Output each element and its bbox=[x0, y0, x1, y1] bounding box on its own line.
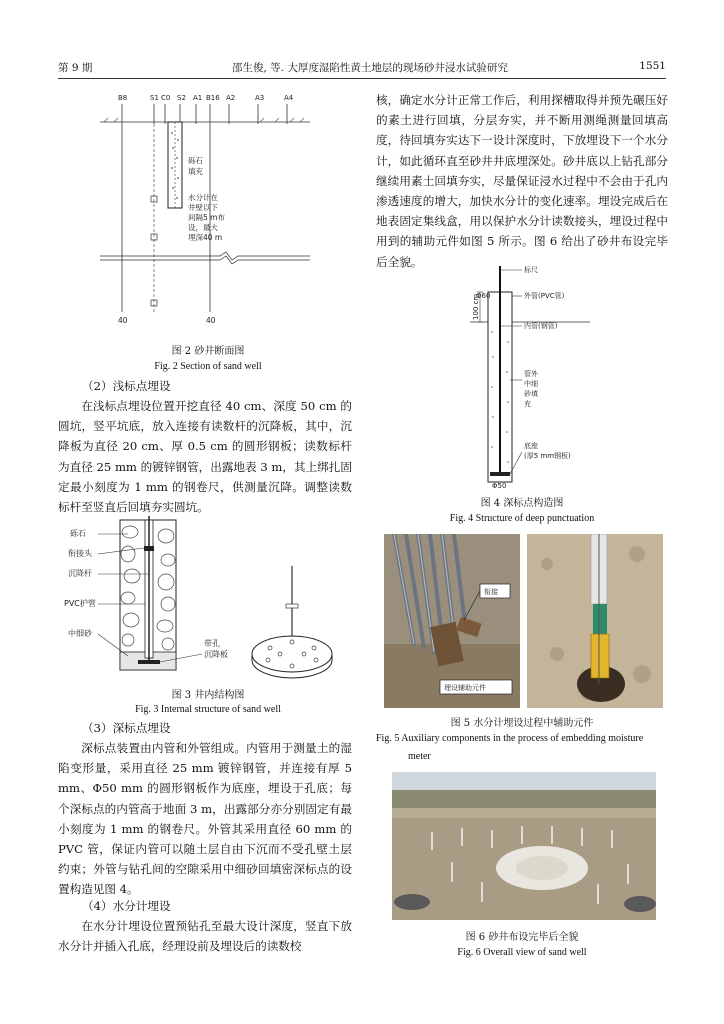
fig4-phi60-label: Φ60 bbox=[476, 292, 491, 300]
section-3-body bbox=[58, 738, 352, 900]
fig4-caption-zh: 图 4 深标点构造图 bbox=[480, 498, 564, 509]
fig2-label-s1: S1 bbox=[150, 94, 159, 102]
fig2-caption-en: Fig. 2 Section of sand well bbox=[154, 361, 262, 372]
fig3-plate-label-2: 沉降板 bbox=[204, 650, 228, 659]
fig2-meter-label-4: 设，最大 bbox=[188, 223, 218, 232]
fig6-caption-en: Fig. 6 Overall view of sand well bbox=[457, 947, 587, 958]
section-2-body bbox=[58, 396, 352, 517]
fig4-sand-label-2: 中细 bbox=[524, 380, 538, 388]
fig2-depth-right: 40 bbox=[206, 316, 216, 325]
fig4-sand-label-1: 管外 bbox=[524, 370, 538, 378]
fig4-outer-label: 外管(PVC管) bbox=[524, 292, 565, 300]
fig2-meter-label-2: 井壁以下 bbox=[188, 203, 218, 212]
fig5-caption-zh: 图 5 水分计埋设过程中辅助元件 bbox=[450, 718, 594, 729]
figure-2-section-diagram bbox=[100, 88, 310, 328]
figure-3-internal-structure bbox=[64, 516, 354, 682]
right-column-paragraph: 核，确定水分计正常工作后，利用探槽取得并预先碾压好的素土进行回填，分层夯实，并不断用测绳测量回填高度，待回填夯实达下一设计深度时，下放埋设下一个水分计，如此循环直至砂井井底埋深处。砂井底以上钻孔部分继续用素土回填夯实，尽量保证浸水过程中不会由于孔内渗透速度的增大，加快水分计的变化速率。埋设完成后在地表固定集线盒，用以保护水分计读数接头，埋设过程中用到的辅助元件如图 5 所示。图 6 给出了砂井布设完毕后全貌。 bbox=[376, 93, 668, 269]
fig3-caption-en: Fig. 3 Internal structure of sand well bbox=[135, 704, 281, 715]
section-4-heading: （4）水分计埋设 bbox=[82, 899, 171, 913]
fig5-label-aux: 埋设辅助元件 bbox=[444, 684, 486, 692]
fig4-dim-label: 100 cm bbox=[472, 293, 480, 320]
fig6-caption-zh: 图 6 砂井布设完毕后全貌 bbox=[465, 932, 579, 943]
fig5-caption-en-line1: Fig. 5 Auxiliary components in the process of embedding moisture bbox=[376, 733, 644, 744]
page-number: 1551 bbox=[639, 60, 666, 72]
fig3-rod-label: 沉降杆 bbox=[68, 569, 92, 578]
header-rule bbox=[58, 78, 666, 79]
fig2-gravel-label-2: 填充 bbox=[188, 167, 203, 176]
fig2-label-a4: A4 bbox=[284, 94, 294, 102]
issue-label: 第 9 期 bbox=[58, 62, 93, 74]
fig2-caption-zh: 图 2 砂井断面图 bbox=[171, 346, 245, 357]
section-2-heading: （2）浅标点埋设 bbox=[82, 379, 171, 393]
fig4-caption-en: Fig. 4 Structure of deep punctuation bbox=[449, 513, 595, 524]
fig2-gravel-label-1: 砾石 bbox=[188, 156, 203, 165]
fig3-caption-zh: 图 3 井内结构图 bbox=[171, 690, 245, 701]
fig4-base-label-2: (厚5 mm钢板) bbox=[524, 452, 571, 460]
section-3-paragraph: 深标点装置由内管和外管组成。内管用于测量土的湿陷变形量，采用直径 25 mm 镀锌钢管，并连接有厚 5 mm、Φ50 mm 的圆形钢板作为底座，埋设于孔底；每个深标点的内管高于地面 3 m，出露部分亦分别固定有最小刻度为 1 mm 的钢卷尺。外管其采用直径 60 mm 的 PVC 管，保证内管可以随土层自由下沉而不受孔壁土层约束；外管与钻孔间的空隙采用中细砂回填密深标点的设置构造见图 4。 bbox=[58, 741, 352, 897]
figure-6-photo bbox=[392, 772, 656, 920]
fig3-plate-label-1: 带孔 bbox=[204, 639, 220, 648]
fig2-label-c0: C0 bbox=[161, 94, 171, 102]
section-2-paragraph: 在浅标点埋设位置开挖直径 40 cm、深度 50 cm 的圆坑，竖平坑底，放入连接有读数杆的沉降板，其中，沉降板为直径 20 cm、厚 0.5 cm 的圆形钢板；读数标杆为直径 25 mm 的镀锌钢管，出露地表 3 m，其上绑扎固定最小刻度为 1 mm 的钢卷尺，供测量沉降。调整读数标杆至竖直后回填夯实圆坑。 bbox=[58, 399, 352, 515]
fig2-label-a3: A3 bbox=[255, 94, 265, 102]
fig4-sand-label-3: 砂填 bbox=[524, 390, 538, 398]
section-4-body bbox=[58, 916, 352, 956]
fig3-gravel-label: 砾石 bbox=[70, 529, 86, 538]
fig2-label-a2: A2 bbox=[226, 94, 236, 102]
fig2-meter-label-1: 水分计在 bbox=[188, 193, 218, 202]
fig3-pvc-label: PVC护管 bbox=[64, 599, 96, 608]
fig2-meter-label-5: 埋深40 m bbox=[188, 233, 223, 242]
fig5-label-connector: 衔接 bbox=[484, 588, 498, 596]
fig4-sand-label-4: 充 bbox=[524, 400, 531, 408]
fig4-phi50-label: Φ50 bbox=[492, 482, 507, 490]
fig4-base-label-1: 底座 bbox=[524, 442, 538, 450]
fig3-sand-label: 中细砂 bbox=[68, 629, 92, 638]
figure-5-photo-right bbox=[527, 534, 663, 708]
fig2-label-a1: A1 bbox=[193, 94, 203, 102]
fig2-break-line bbox=[100, 252, 310, 260]
fig2-meter-label-3: 间隔5 m布 bbox=[188, 213, 225, 222]
fig2-label-b16: B16 bbox=[206, 94, 220, 102]
fig5-caption-en-line2: meter bbox=[408, 751, 431, 762]
section-4-paragraph: 在水分计埋设位置预钻孔至最大设计深度，竖直下放水分计并插入孔底，经理设前及埋设后的读数校 bbox=[58, 919, 352, 954]
fig2-label-s2: S2 bbox=[177, 94, 186, 102]
section-3-heading: （3）深标点埋设 bbox=[82, 721, 171, 735]
right-column-body bbox=[376, 90, 668, 272]
figure-4-deep-punctuation bbox=[470, 262, 590, 490]
fig4-ruler-label: 标尺 bbox=[524, 266, 538, 274]
fig2-depth-left: 40 bbox=[118, 316, 128, 325]
fig2-label-b8: B8 bbox=[118, 94, 128, 102]
fig3-connector-label: 衔接头 bbox=[68, 549, 92, 558]
fig4-inner-label: 内管(钢管) bbox=[524, 322, 558, 330]
figure-5-photo-left bbox=[384, 534, 520, 708]
fig4-base-plate bbox=[490, 472, 510, 476]
running-title: 邵生俊, 等. 大厚度湿陷性黄土地层的现场砂井浸水试验研究 bbox=[232, 62, 508, 74]
